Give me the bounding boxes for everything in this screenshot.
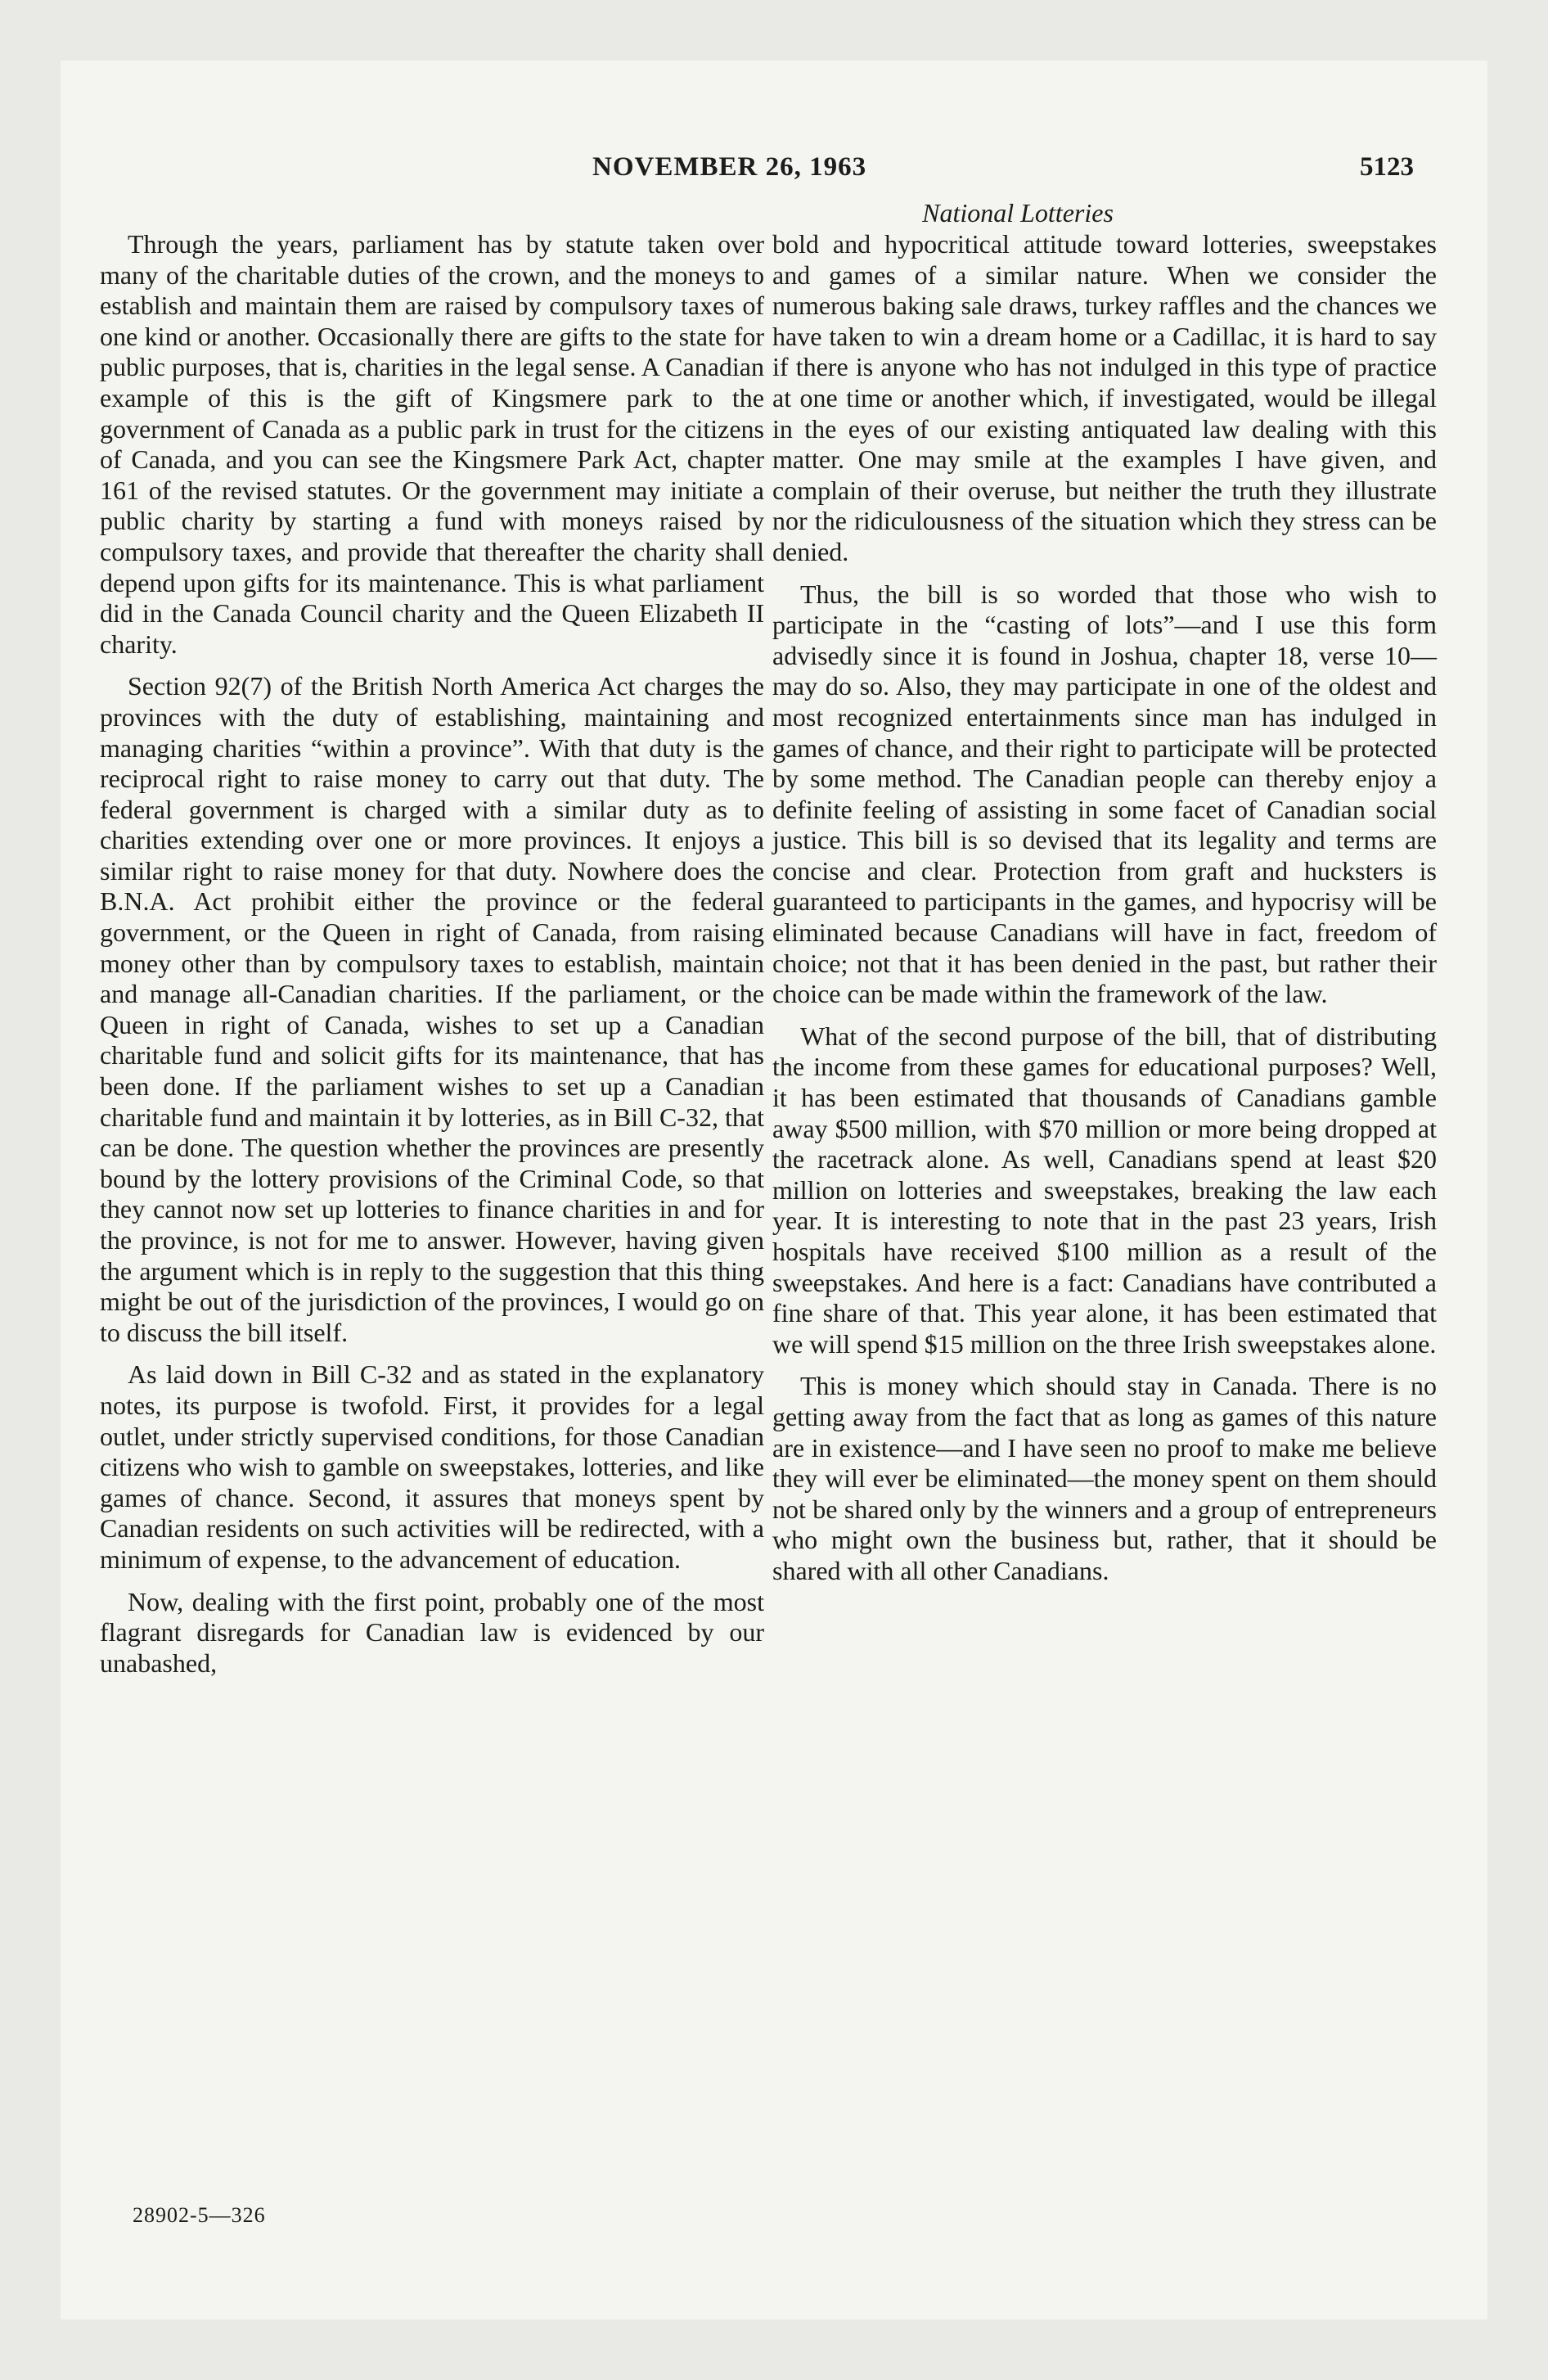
paragraph: bold and hypocritical attitude toward lotteries, sweepstakes and games of a similar nature. When we consider the numerous baking sale draws, turkey raffles and the chances we have taken to win a dream home or a Cadillac, it is hard to say if there is anyone who has not indulged in this type of practice at one time or another which, if investigated, would be illegal in the eyes of our existing antiquated law dealing with this matter. One may smile at the examples I have given, and complain of their overuse, but neither the truth they illustrate nor the ridiculousness of the situation which they stress can be denied. [772,229,1437,566]
paragraph: As laid down in Bill C-32 and as stated in the explanatory notes, its purpose is twofold. First, it provides for a legal outlet, under strictly supervised conditions, for those Canadian citizens who wish to gamble on sweepstakes, lotteries, and like games of chance. Second, it assures that moneys spent by Canadian residents on such activities will be redirected, with a minimum of expense, to the advancement of education. [100,1359,764,1574]
print-code: 28902-5—326 [133,2203,266,2227]
header-date: NOVEMBER 26, 1963 [592,152,867,182]
paragraph: Now, dealing with the first point, probably one of the most flagrant disregards for Canadian law is evidenced by our unabashed, [100,1586,764,1678]
paragraph: Through the years, parliament has by statute taken over many of the charitable duties of the crown, and the moneys to establish and maintain them are raised by compulsory taxes of one kind or another. Occasionally there are gifts to the state for public purposes, that is, charities in the legal sense. A Canadian example of this is the gift of Kingsmere park to the government of Canada as a public park in trust for the citizens of Canada, and you can see the Kingsmere Park Act, chapter 161 of the revised statutes. Or the government may initiate a public charity by starting a fund with moneys raised by compulsory taxes, and provide that thereafter the charity shall depend upon gifts for its maintenance. This is what parliament did in the Canada Council charity and the Queen Elizabeth II charity. [100,229,764,659]
left-column [100,229,764,1690]
paragraph: What of the second purpose of the bill, that of distributing the income from these games for educational purposes? Well, it has been estimated that thousands of Canadians gamble away $500 million, with $70 million or more being dropped at the racetrack alone. As well, Canadians spend at least $20 million on lotteries and sweepstakes, breaking the law each year. It is interesting to note that in the past 23 years, Irish hospitals have received $100 million as a result of the sweepstakes. And here is a fact: Canadians have contributed a fine share of that. This year alone, it has been estimated that we will spend $15 million on the three Irish sweepstakes alone. [772,1021,1437,1359]
page-header [61,152,1487,190]
running-title: National Lotteries [922,198,1114,228]
paragraph: Section 92(7) of the British North America Act charges the provinces with the duty of establishing, maintaining and managing charities “within a province”. With that duty is the reciprocal right to raise money to carry out that duty. The federal government is charged with a similar duty as to charities extending over one or more provinces. It enjoys a similar right to raise money for that duty. Nowhere does the B.N.A. Act prohibit either the province or the federal government, or the Queen in right of Canada, from raising money other than by compulsory taxes to establish, maintain and manage all-Canadian charities. If the parliament, or the Queen in right of Canada, wishes to set up a Canadian charitable fund and solicit gifts for its maintenance, that has been done. If the parliament wishes to set up a Canadian charitable fund and maintain it by lotteries, as in Bill C-32, that can be done. The question whether the provinces are presently bound by the lottery provisions of the Criminal Code, so that they cannot now set up lotteries to finance charities in and for the province, is not for me to answer. However, having given the argument which is in reply to the suggestion that this thing might be out of the jurisdiction of the provinces, I would go on to discuss the bill itself. [100,671,764,1347]
page-number: 5123 [1360,152,1414,182]
paragraph: Thus, the bill is so worded that those who wish to participate in the “casting of lots”—and I use this form advisedly since it is found in Joshua, chapter 18, verse 10—may do so. Also, they may participate in one of the oldest and most recognized entertainments since man has indulged in games of chance, and their right to participate will be protected by some method. The Canadian people can thereby enjoy a definite feeling of assisting in some facet of Canadian social justice. This bill is so devised that its legality and terms are concise and clear. Protection from graft and hucksters is guaranteed to participants in the games, and hypocrisy will be eliminated because Canadians will have in fact, freedom of choice; not that it has been denied in the past, but rather their choice can be made within the framework of the law. [772,579,1437,1009]
right-column [772,229,1437,1598]
document-page [61,61,1487,2319]
paragraph: This is money which should stay in Canada. There is no getting away from the fact that as long as games of this nature are in existence—and I have seen no proof to make me believe they will ever be eliminated—the money spent on them should not be shared only by the winners and a group of entrepreneurs who might own the business but, rather, that it should be shared with all other Canadians. [772,1371,1437,1585]
